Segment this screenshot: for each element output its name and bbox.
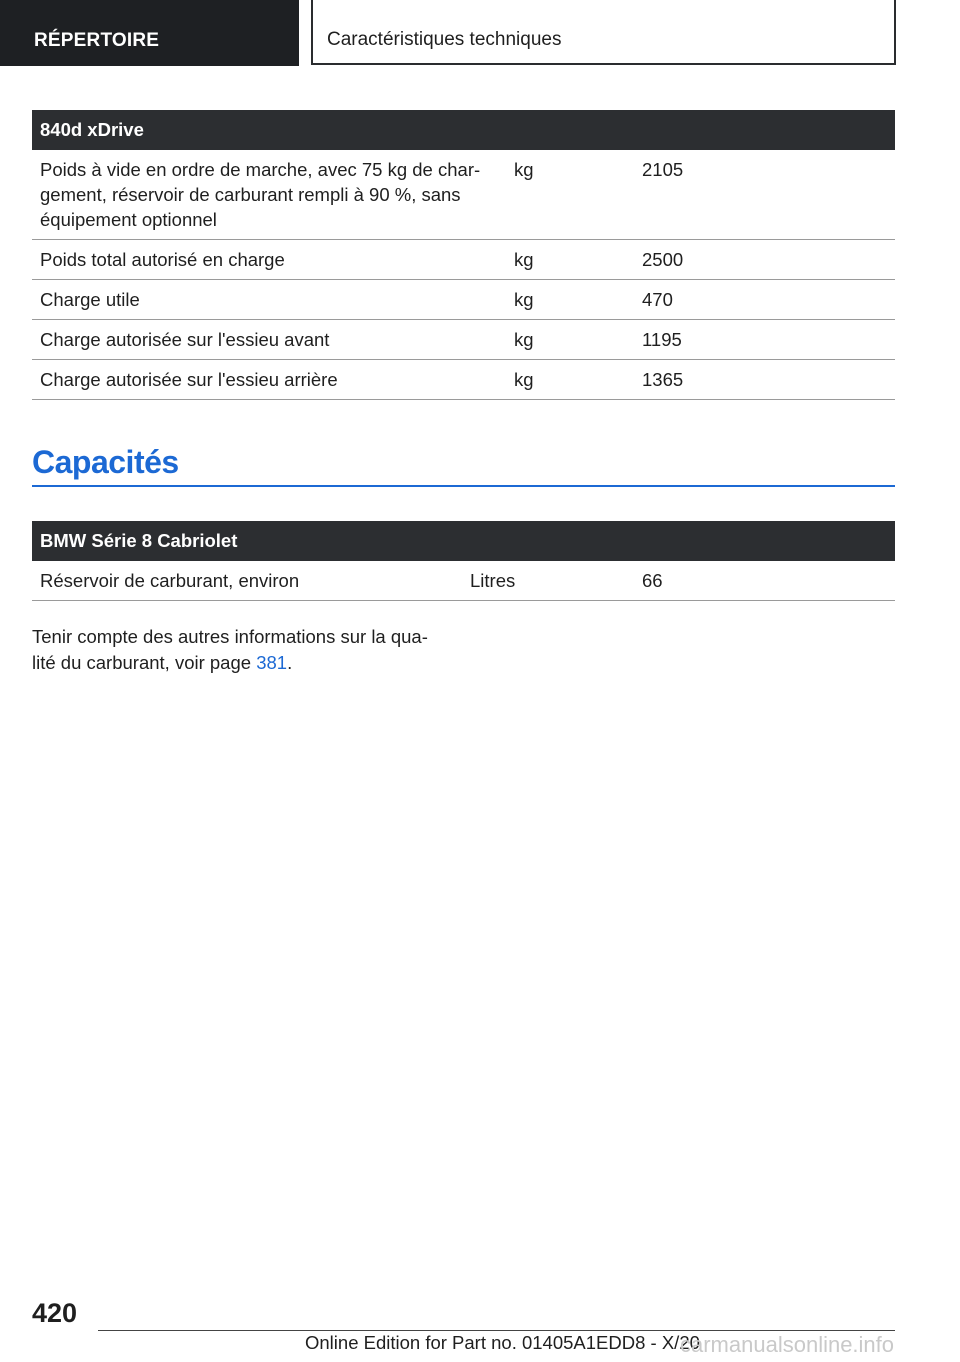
watermark: carmanualsonline.info (680, 1332, 895, 1357)
row-label: Charge utile (40, 289, 140, 310)
table-row (32, 360, 895, 400)
row-label: Poids à vide en ordre de marche, avec 75 kg de char- gement, réservoir de carburant rempli à 90 %, sans équipement optionnel (40, 159, 481, 230)
table-row (32, 561, 895, 601)
row-label: Charge autorisée sur l'essieu avant (40, 329, 330, 350)
row-unit: kg (514, 249, 534, 270)
table-header: 840d xDrive (32, 110, 895, 150)
note-text: Tenir compte des autres informations sur la qua- lité du carburant, voir page (32, 626, 428, 673)
table-row (32, 150, 895, 240)
row-unit: Litres (470, 570, 516, 591)
table-row (32, 320, 895, 360)
row-value: 1195 (642, 329, 682, 350)
page-link[interactable]: 381 (256, 652, 288, 673)
edition-text: Online Edition for Part no. 01405A1EDD8 - X/20 (305, 1332, 700, 1353)
row-value: 66 (642, 570, 663, 591)
note-end: . (287, 652, 293, 673)
section-title: Capacités (32, 444, 895, 487)
row-unit: kg (514, 159, 534, 180)
fuel-quality-note (32, 624, 462, 676)
row-label: Charge autorisée sur l'essieu arrière (40, 369, 338, 390)
footer-divider (98, 1330, 895, 1331)
weights-table (32, 110, 895, 400)
row-unit: kg (514, 289, 534, 310)
page-header (0, 0, 960, 66)
chapter-title[interactable]: Caractéristiques techniques (311, 0, 896, 65)
row-value: 470 (642, 289, 673, 310)
row-value: 2500 (642, 249, 684, 270)
row-unit: kg (514, 329, 534, 350)
table-row (32, 240, 895, 280)
row-label: Poids total autorisé en charge (40, 249, 285, 270)
table-header: BMW Série 8 Cabriolet (32, 521, 895, 561)
row-label: Réservoir de carburant, environ (40, 570, 300, 591)
capacities-table (32, 521, 895, 601)
section-tab[interactable]: RÉPERTOIRE (0, 0, 299, 66)
row-value: 2105 (642, 159, 684, 180)
page-number: 420 (32, 1298, 78, 1328)
table-row (32, 280, 895, 320)
row-value: 1365 (642, 369, 684, 390)
row-unit: kg (514, 369, 534, 390)
